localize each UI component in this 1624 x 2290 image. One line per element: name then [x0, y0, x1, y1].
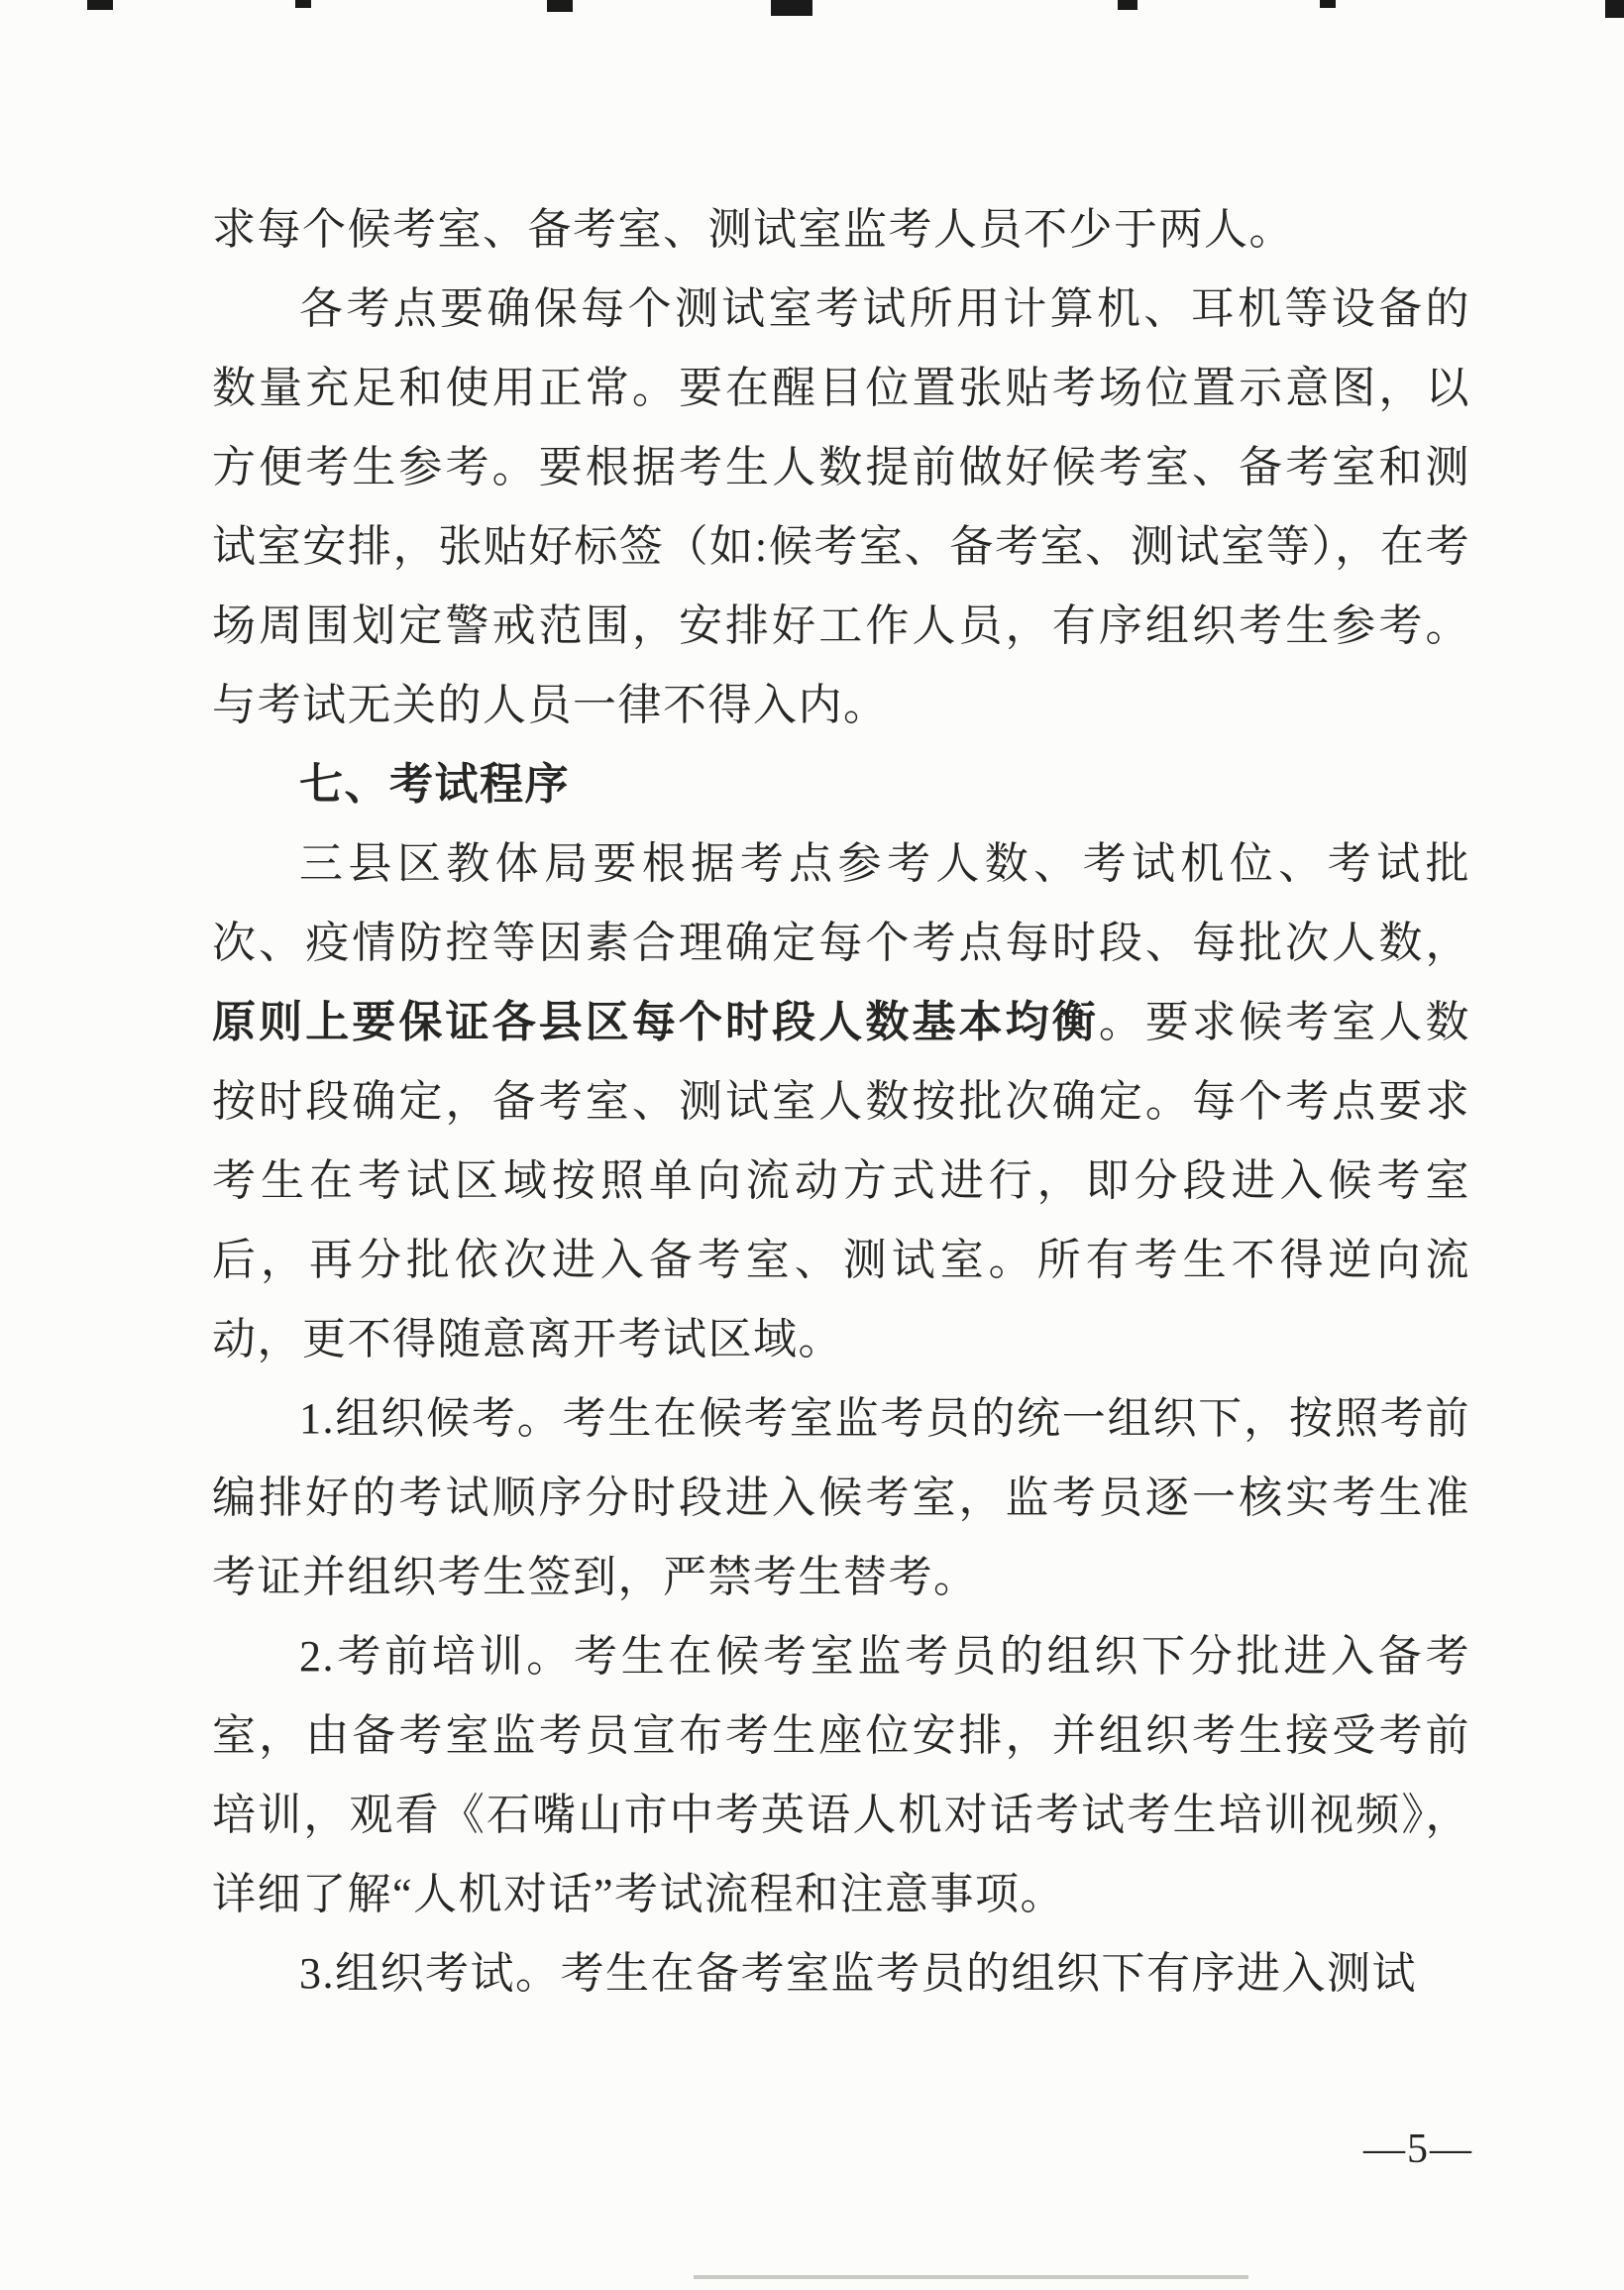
paragraph	[212, 270, 1470, 745]
paragraph	[212, 1934, 1470, 2014]
scan-artifact	[1320, 0, 1336, 8]
scan-artifact	[1118, 0, 1137, 10]
body-text: 。要求候考室人数按时段确定，备考室、测试室人数按批次确定。每个考点要求考生在考试区域按照单向流动方式进行，即分段进入候考室后，再分批依次进入备考室、测试室。所有考生不得逆向流动，更不得随意离开考试区域。	[212, 998, 1471, 1363]
body-text: 2.考前培训。考生在候考室监考员的组织下分批进入备考室，由备考室监考员宣布考生座位安排，并组织考生接受考前培训，观看《石嘴山市中考英语人机对话考试考生培训视频》，详细了解“人机对话”考试流程和注意事项。	[212, 1632, 1470, 1918]
paragraph	[212, 1379, 1470, 1617]
scan-artifact	[87, 0, 113, 10]
paragraph	[212, 1617, 1470, 1934]
scan-artifact	[771, 0, 812, 16]
paragraph	[212, 190, 1470, 270]
body-text: 3.组织考试。考生在备考室监考员的组织下有序进入测试	[299, 1949, 1417, 1998]
document-body	[212, 190, 1470, 2014]
emphasized-text: 七、考试程序	[299, 760, 570, 809]
paragraph	[212, 824, 1470, 1379]
body-text: 求每个候考室、备考室、测试室监考人员不少于两人。	[212, 205, 1294, 254]
body-text: 各考点要确保每个测试室考试所用计算机、耳机等设备的数量充足和使用正常。要在醒目位置张贴考场位置示意图，以方便考生参考。要根据考生人数提前做好候考室、备考室和测试室安排，张贴好标签（如:候考室、备考室、测试室等），在考场周围划定警戒范围，安排好工作人员，有序组织考生参考。与考试无关的人员一律不得入内。	[212, 284, 1470, 729]
scan-artifact	[1605, 0, 1624, 18]
body-text: 1.组织候考。考生在候考室监考员的统一组织下，按照考前编排好的考试顺序分时段进入候考室，监考员逐一核实考生准考证并组织考生签到，严禁考生替考。	[212, 1394, 1470, 1601]
page-number: —5—	[1363, 2126, 1473, 2172]
scan-artifact	[547, 0, 573, 12]
scan-artifact	[694, 2275, 1248, 2279]
emphasized-text: 原则上要保证各县区每个时段人数基本均衡	[212, 998, 1099, 1046]
section-heading	[212, 745, 1470, 824]
scan-artifact	[295, 0, 311, 8]
body-text: 三县区教体局要根据考点参考人数、考试机位、考试批次、疫情防控等因素合理确定每个考点每时段、每批次人数，	[212, 839, 1470, 967]
